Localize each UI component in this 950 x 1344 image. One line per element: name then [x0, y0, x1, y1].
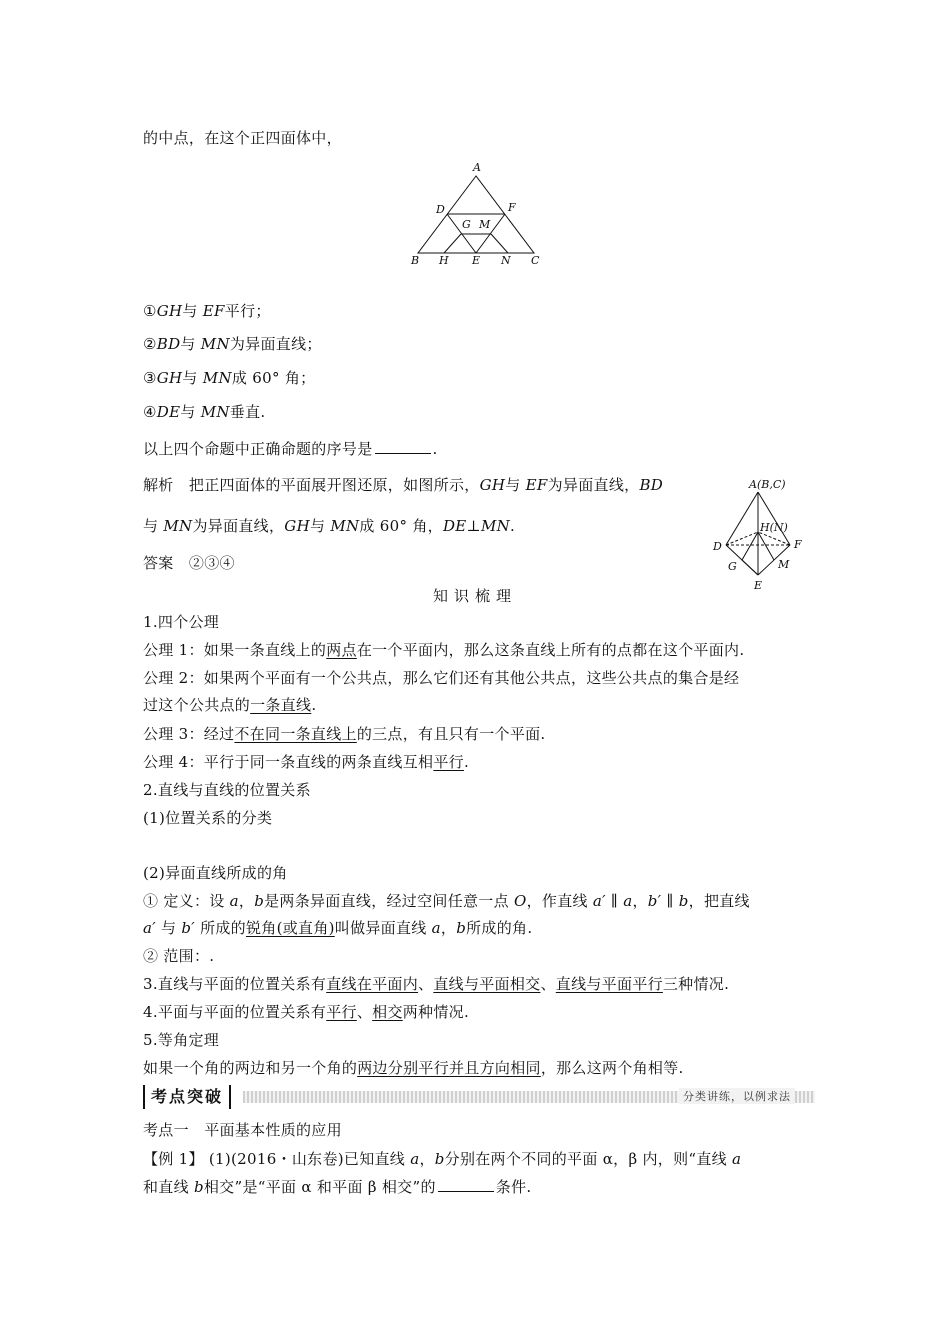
axiom-4: 公理 4：平行于同一条直线的两条直线互相平行.	[143, 753, 470, 771]
s4-line: 4.平面与平面的位置关系有平行、相交两种情况.	[143, 1003, 470, 1021]
proposition-1: ①GH与 EF平行；	[143, 302, 271, 320]
s2-sub2: (2)异面直线所成的角	[143, 864, 288, 882]
banner-label: 考点突破	[143, 1085, 231, 1109]
label-D2: D	[713, 540, 722, 553]
answer-blank[interactable]	[375, 439, 431, 454]
s2-heading: 2.直线与直线的位置关系	[143, 781, 311, 799]
proposition-2: ②BD与 MN为异面直线；	[143, 335, 322, 353]
axiom-1: 公理 1：如果一条直线上的两点在一个平面内，那么这条直线上所有的点都在这个平面内.	[143, 641, 745, 659]
analysis-line-1: 解析 把正四面体的平面展开图还原，如图所示，GH与 EF为异面直线，BD	[143, 476, 664, 494]
label-F2: F	[794, 538, 802, 551]
analysis-line-2: 与 MN为异面直线，GH与 MN成 60° 角，DE⊥MN.	[143, 517, 516, 535]
net-figure	[405, 160, 555, 270]
axiom-3: 公理 3：经过不在同一条直线上的三点，有且只有一个平面.	[143, 725, 546, 743]
example-blank[interactable]	[438, 1177, 494, 1192]
label-A: A	[473, 161, 481, 174]
label-A-BC: A(B,C)	[749, 478, 786, 491]
label-D: D	[436, 203, 445, 216]
range-line: ② 范围：.	[143, 947, 215, 965]
label-H-N: H(N)	[760, 521, 788, 534]
definition-line-2: a′ 与 b′ 所成的锐角(或直角)叫做异面直线 a，b所成的角.	[143, 919, 533, 937]
label-F: F	[508, 201, 516, 214]
intro-line: 的中点，在这个正四面体中，	[143, 129, 342, 147]
proposition-3: ③GH与 MN成 60° 角；	[143, 369, 316, 387]
s2-sub1: (1)位置关系的分类	[143, 809, 273, 827]
question-line: 以上四个命题中正确命题的序号是 .	[143, 440, 438, 458]
tetrahedron-figure	[708, 476, 818, 594]
example-line-1: 【例 1】 (1)(2016・山东卷)已知直线 a，b分别在两个不同的平面 α，β 内，则“直线 a	[143, 1150, 742, 1168]
proposition-4: ④DE与 MN垂直.	[143, 403, 266, 421]
axiom-2-line-2: 过这个公共点的一条直线.	[143, 696, 317, 714]
topic-heading: 考点一 平面基本性质的应用	[143, 1121, 342, 1139]
label-B: B	[411, 254, 420, 267]
definition-line-1: ① 定义：设 a，b是两条异面直线，经过空间任意一点 O，作直线 a′ ∥ a，b′ ∥ b，把直线	[143, 892, 750, 910]
section-banner	[143, 1085, 815, 1109]
label-C: C	[531, 254, 540, 267]
s3-line: 3.直线与平面的位置关系有直线在平面内、直线与平面相交、直线与平面平行三种情况.	[143, 975, 730, 993]
answer-line: 答案 ②③④	[143, 554, 235, 572]
label-G: G	[462, 218, 471, 231]
s5-heading: 5.等角定理	[143, 1031, 220, 1049]
label-G2: G	[728, 560, 737, 573]
label-H: H	[439, 254, 449, 267]
banner-tag: 分类讲练，以例求法	[679, 1088, 795, 1104]
s5-line: 如果一个角的两边和另一个角的两边分别平行并且方向相同，那么这两个角相等.	[143, 1059, 684, 1077]
label-N: N	[501, 254, 511, 267]
label-E: E	[472, 254, 481, 267]
label-M: M	[479, 218, 491, 231]
section-title: 知识梳理	[432, 587, 517, 605]
example-line-2: 和直线 b相交”是“平面 α 和平面 β 相交”的 条件.	[143, 1178, 532, 1196]
label-M2: M	[778, 558, 790, 571]
s1-heading: 1.四个公理	[143, 613, 220, 631]
axiom-2-line-1: 公理 2：如果两个平面有一个公共点，那么它们还有其他公共点，这些公共点的集合是经	[143, 669, 740, 687]
label-E2: E	[754, 579, 763, 592]
